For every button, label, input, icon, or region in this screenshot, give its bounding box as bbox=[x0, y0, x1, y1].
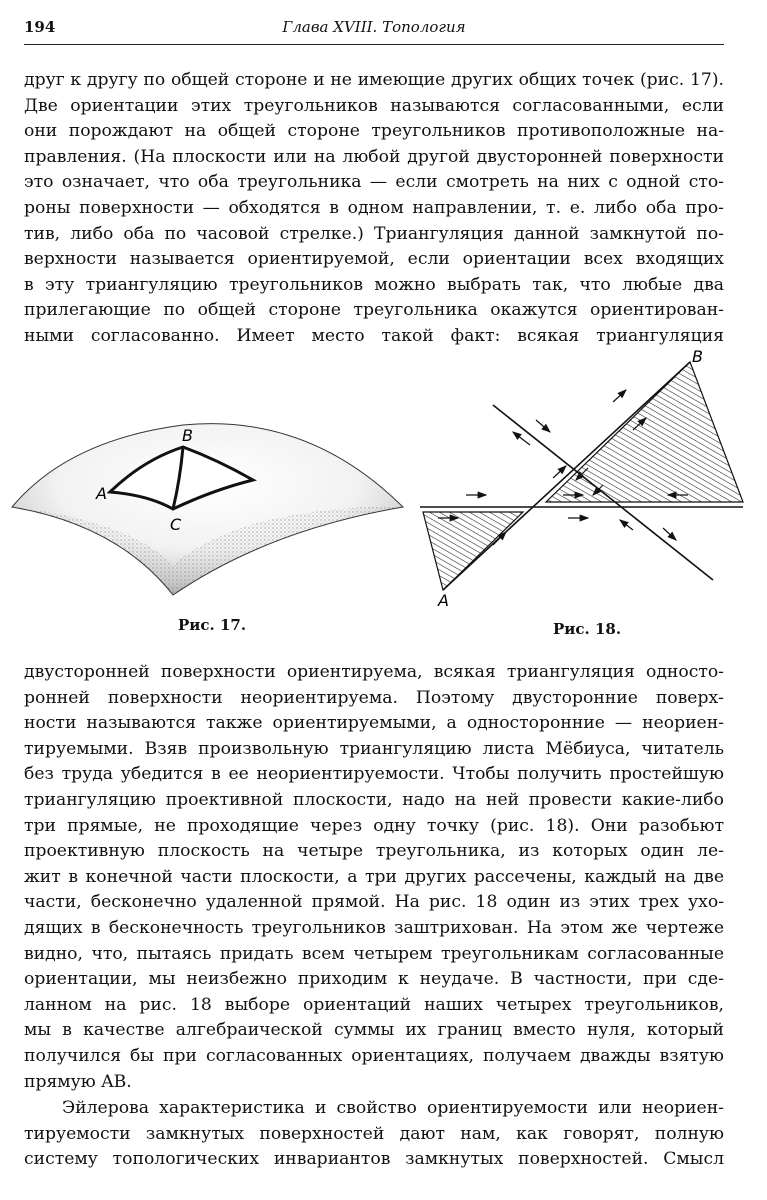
text-line: ланном на рис. 18 выборе ориентаций наших четырех треугольников, bbox=[24, 994, 724, 1015]
text-line: тируемыми. Взяв произвольную триангуляцию листа Мёбиуса, читатель bbox=[24, 738, 724, 759]
label-b: B bbox=[692, 350, 703, 366]
text-line: дящих в бесконечность треугольников заштрихован. На этом же чертеже bbox=[24, 917, 724, 938]
text-line: они порождают на общей стороне треугольников противоположные на- bbox=[24, 121, 724, 142]
text-line: проективную плоскость на четыре треугольника, из которых один ле- bbox=[24, 841, 724, 862]
text-line: прилегающие по общей стороне треугольника окажутся ориентирован- bbox=[24, 300, 724, 321]
text-line: тируемости замкнутых поверхностей дают нам, как говорят, полную bbox=[24, 1123, 724, 1144]
text-line: ронней поверхности неориентируема. Поэтому двусторонние поверх- bbox=[24, 687, 724, 708]
text-line: триангуляцию проективной плоскости, надо на ней провести какие-либо bbox=[24, 789, 724, 810]
figure-18-projective-plane bbox=[418, 350, 748, 610]
text-line: Две ориентации этих треугольников называются согласованными, если bbox=[24, 95, 724, 116]
hatched-triangle-upper bbox=[546, 362, 743, 502]
text-line: ности называются также ориентируемыми, а односторонние — неориен- bbox=[24, 713, 724, 734]
text-line: верхности называется ориентируемой, если ориентации всех входящих bbox=[24, 249, 724, 270]
text-line: систему топологических инвариантов замкнутых поверхностей. Смысл bbox=[24, 1149, 724, 1170]
text-line: прямую AB. bbox=[24, 1071, 132, 1092]
text-line: три прямые, не проходящие через одну точку (рис. 18). Они разобьют bbox=[24, 815, 724, 836]
text-line: тив, либо оба по часовой стрелке.) Триангуляция данной замкнутой по- bbox=[24, 223, 724, 244]
paragraph-middle bbox=[24, 660, 724, 1095]
text-line: части, бесконечно удаленной прямой. На рис. 18 один из этих трех ухо- bbox=[24, 892, 724, 913]
figure-17-caption: Рис. 17. bbox=[178, 616, 247, 634]
label-b: B bbox=[182, 426, 193, 445]
text-line: получился бы при согласованных ориентациях, получаем дважды взятую bbox=[24, 1045, 724, 1066]
running-title: Глава XVIII. Топология bbox=[282, 18, 466, 36]
text-line: это означает, что оба треугольника — если смотреть на них с одной сто- bbox=[24, 172, 724, 193]
text-line: мы в качестве алгебраической суммы их границ вместо нуля, который bbox=[24, 1020, 724, 1041]
hatched-triangle-lower bbox=[423, 512, 523, 590]
text-line: двусторонней поверхности ориентируема, всякая триангуляция односто- bbox=[24, 662, 724, 682]
paragraph-bottom bbox=[24, 1096, 724, 1173]
text-line: без труда убедится в ее неориентируемости. Чтобы получить простейшую bbox=[24, 764, 724, 785]
figure-17-surface bbox=[8, 395, 408, 605]
page-number: 194 bbox=[24, 18, 56, 36]
text-line: правления. (На плоскости или на любой другой двусторонней поверхности bbox=[24, 146, 724, 167]
text-line: видно, что, пытаясь придать всем четырем треугольникам согласованные bbox=[24, 943, 724, 964]
text-line: ными согласованно. Имеет место такой факт: всякая триангуляция bbox=[24, 325, 724, 346]
label-a: A bbox=[438, 591, 449, 610]
paragraph-top bbox=[24, 68, 724, 350]
text-line: в эту триангуляцию треугольников можно выбрать так, что любые два bbox=[24, 274, 724, 295]
header-rule bbox=[24, 44, 724, 45]
label-c: C bbox=[170, 515, 182, 534]
label-a: A bbox=[96, 484, 107, 503]
text-line: Эйлерова характеристика и свойство ориентируемости или неориен- bbox=[62, 1098, 724, 1118]
text-line: жит в конечной части плоскости, а три других рассечены, каждый на две bbox=[24, 866, 724, 887]
figure-18-caption: Рис. 18. bbox=[553, 620, 622, 638]
text-line: ориентации, мы неизбежно приходим к неудаче. В частности, при сде- bbox=[24, 969, 724, 990]
page-header bbox=[24, 18, 724, 44]
text-line: друг к другу по общей стороне и не имеющие других общих точек (рис. 17). bbox=[24, 70, 724, 90]
text-line: роны поверхности — обходятся в одном направлении, т. е. либо оба про- bbox=[24, 197, 724, 218]
